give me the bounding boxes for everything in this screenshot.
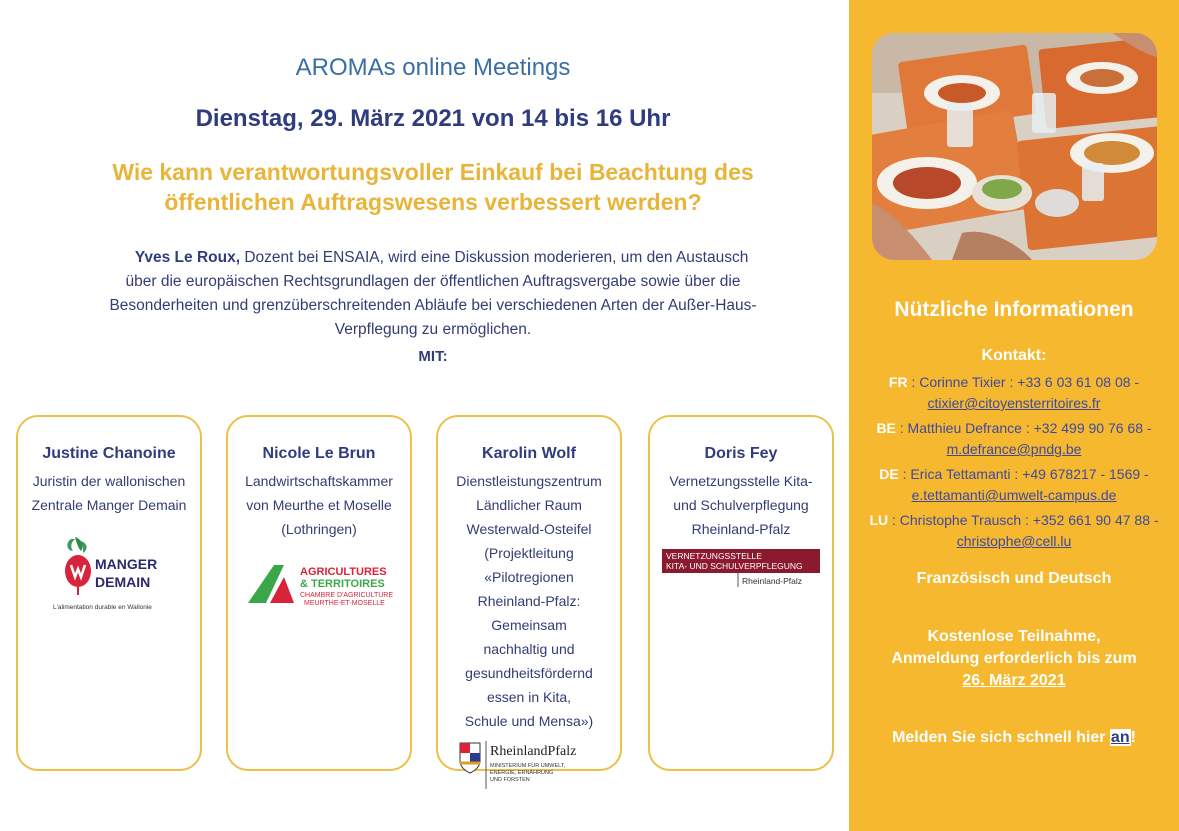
contact-details: : Corinne Tixier : +33 6 03 61 08 08 - [907, 374, 1140, 390]
speaker-name: Nicole Le Brun [262, 445, 376, 462]
rheinland-pfalz-ministry-logo [454, 737, 604, 791]
speaker-role-line: und Schulverpflegung [673, 497, 809, 513]
logo-text-line3: ENERGIE, ERNÄHRUNG [490, 770, 554, 776]
logo-text-line2: DEMAIN [95, 574, 151, 590]
speaker-role-line: (Projektleitung [484, 545, 574, 561]
speaker-role-line: Juristin der wallonischen [32, 473, 186, 489]
register-prefix: Melden Sie sich schnell hier [892, 729, 1110, 746]
speaker-role-line: gesundheitsfördernd [465, 665, 593, 681]
logo-text-line2: MINISTERIUM FÜR UMWELT, [490, 763, 566, 769]
cost-line-2: Anmeldung erforderlich bis zum [891, 650, 1137, 667]
description-line-3: Besonderheiten und grenzüberschreitenden Abläufe bei verschiedenen Arten der Außer-Haus- [109, 297, 757, 314]
logo-text-line3: CHAMBRE D'AGRICULTURE [300, 592, 393, 599]
speaker-role-line: Westerwald-Osteifel [466, 521, 592, 537]
speaker-role [18, 469, 200, 517]
speaker-role-line: Vernetzungsstelle Kita- [669, 473, 813, 489]
speaker-role [438, 469, 620, 733]
contact-email-link[interactable]: m.defrance@pndg.be [946, 441, 1082, 457]
speaker-role-line: Ländlicher Raum [476, 497, 582, 513]
speaker-role [228, 469, 410, 541]
question-line-2: öffentlichen Auftragswesens verbessert werden? [164, 189, 702, 215]
contact-email-link[interactable]: e.tettamanti@umwelt-campus.de [911, 487, 1117, 503]
logo-text-line1: MANGER [95, 556, 158, 572]
register-link[interactable]: an [1110, 729, 1130, 746]
contact-de [849, 464, 1179, 506]
logo-tagline: L'alimentation durable en Wallonie [53, 604, 152, 611]
speaker-role-line: «Pilotregionen [484, 569, 574, 585]
speaker-role-line: Schule und Mensa») [464, 713, 594, 729]
logo-text-line1: AGRICULTURES [300, 566, 387, 578]
speaker-card-justine-chanoine [16, 415, 202, 771]
contact-details: : Matthieu Defrance : +32 499 90 76 68 - [895, 420, 1152, 436]
info-title: Nützliche Informationen [894, 298, 1134, 321]
speaker-name: Doris Fey [704, 445, 778, 462]
speaker-name: Karolin Wolf [482, 445, 576, 462]
contact-country: LU [869, 512, 889, 528]
description-line-1 [70, 246, 796, 270]
speaker-role-line: Landwirtschaftskammer [245, 473, 393, 489]
logo-text-line4: MEURTHE-ET-MOSELLE [304, 600, 385, 607]
event-question [40, 157, 826, 217]
speaker-role-line: Rheinland-Pfalz: [477, 593, 581, 609]
contact-details: : Erica Tettamanti : +49 678217 - 1569 - [898, 466, 1149, 482]
speaker-role-line: essen in Kita, [486, 689, 572, 705]
agricultures-territoires-logo [244, 557, 394, 613]
contact-country: FR [888, 374, 908, 390]
register-suffix: ! [1130, 729, 1136, 746]
contact-email-link[interactable]: ctixier@citoyensterritoires.fr [927, 395, 1101, 411]
speaker-name: Justine Chanoine [42, 445, 176, 462]
logo-text-line3: Rheinland-Pfalz [742, 576, 803, 586]
question-line-1: Wie kann verantwortungsvoller Einkauf bei Beachtung des [112, 159, 754, 185]
speaker-role [650, 469, 832, 541]
contact-lu [849, 510, 1179, 552]
event-description [70, 246, 796, 342]
description-line-2: über die europäischen Rechtsgrundlagen der öffentlichen Auftragsvergabe sowie über die [125, 273, 741, 290]
moderator-name: Yves Le Roux, [134, 249, 241, 266]
contact-fr [849, 372, 1179, 414]
speaker-role-line: Gemeinsam [491, 617, 567, 633]
contact-title: Kontakt: [981, 347, 1047, 364]
event-date: Dienstag, 29. März 2021 von 14 bis 16 Uhr [195, 105, 671, 132]
contact-be [849, 418, 1179, 460]
logo-text-line2: & TERRITOIRES [300, 578, 385, 590]
logo-text-line1: VERNETZUNGSSTELLE [666, 551, 762, 561]
languages: Französisch und Deutsch [916, 570, 1112, 587]
logo-text-line4: UND FORSTEN [490, 777, 530, 783]
speaker-card-nicole-le-brun [226, 415, 412, 771]
description-line-4: Verpflegung zu ermöglichen. [334, 321, 532, 338]
contact-country: DE [879, 466, 899, 482]
cost-line-1: Kostenlose Teilnahme, [927, 628, 1101, 645]
contact-country: BE [876, 420, 896, 436]
contact-email-link[interactable]: christophe@cell.lu [956, 533, 1072, 549]
logo-text-line1: RheinlandPfalz [490, 744, 577, 759]
speaker-role-line: von Meurthe et Moselle [246, 497, 392, 513]
register-callout [849, 729, 1179, 747]
vernetzungsstelle-logo [660, 547, 822, 595]
contact-details: : Christophe Trausch : +352 661 90 47 88 - [888, 512, 1159, 528]
speaker-card-karolin-wolf [436, 415, 622, 783]
speaker-role-line: nachhaltig und [483, 641, 575, 657]
speaker-card-doris-fey [648, 415, 834, 771]
speaker-role-line: Dienstleistungszentrum [456, 473, 602, 489]
logo-text-line2: KITA- UND SCHULVERPFLEGUNG [666, 561, 803, 571]
mit-label: MIT: [418, 348, 448, 365]
manger-demain-logo [49, 533, 169, 617]
speaker-role-line: (Lothringen) [281, 521, 357, 537]
speaker-role-line: Zentrale Manger Demain [31, 497, 187, 513]
registration-info [849, 626, 1179, 692]
speaker-role-line: Rheinland-Pfalz [691, 521, 791, 537]
registration-deadline: 26. März 2021 [962, 672, 1066, 689]
cafeteria-food-photo [872, 33, 1157, 260]
series-title: AROMAs online Meetings [295, 54, 571, 81]
description-text-1: Dozent bei ENSAIA, wird eine Diskussion moderieren, um den Austausch [240, 249, 749, 266]
